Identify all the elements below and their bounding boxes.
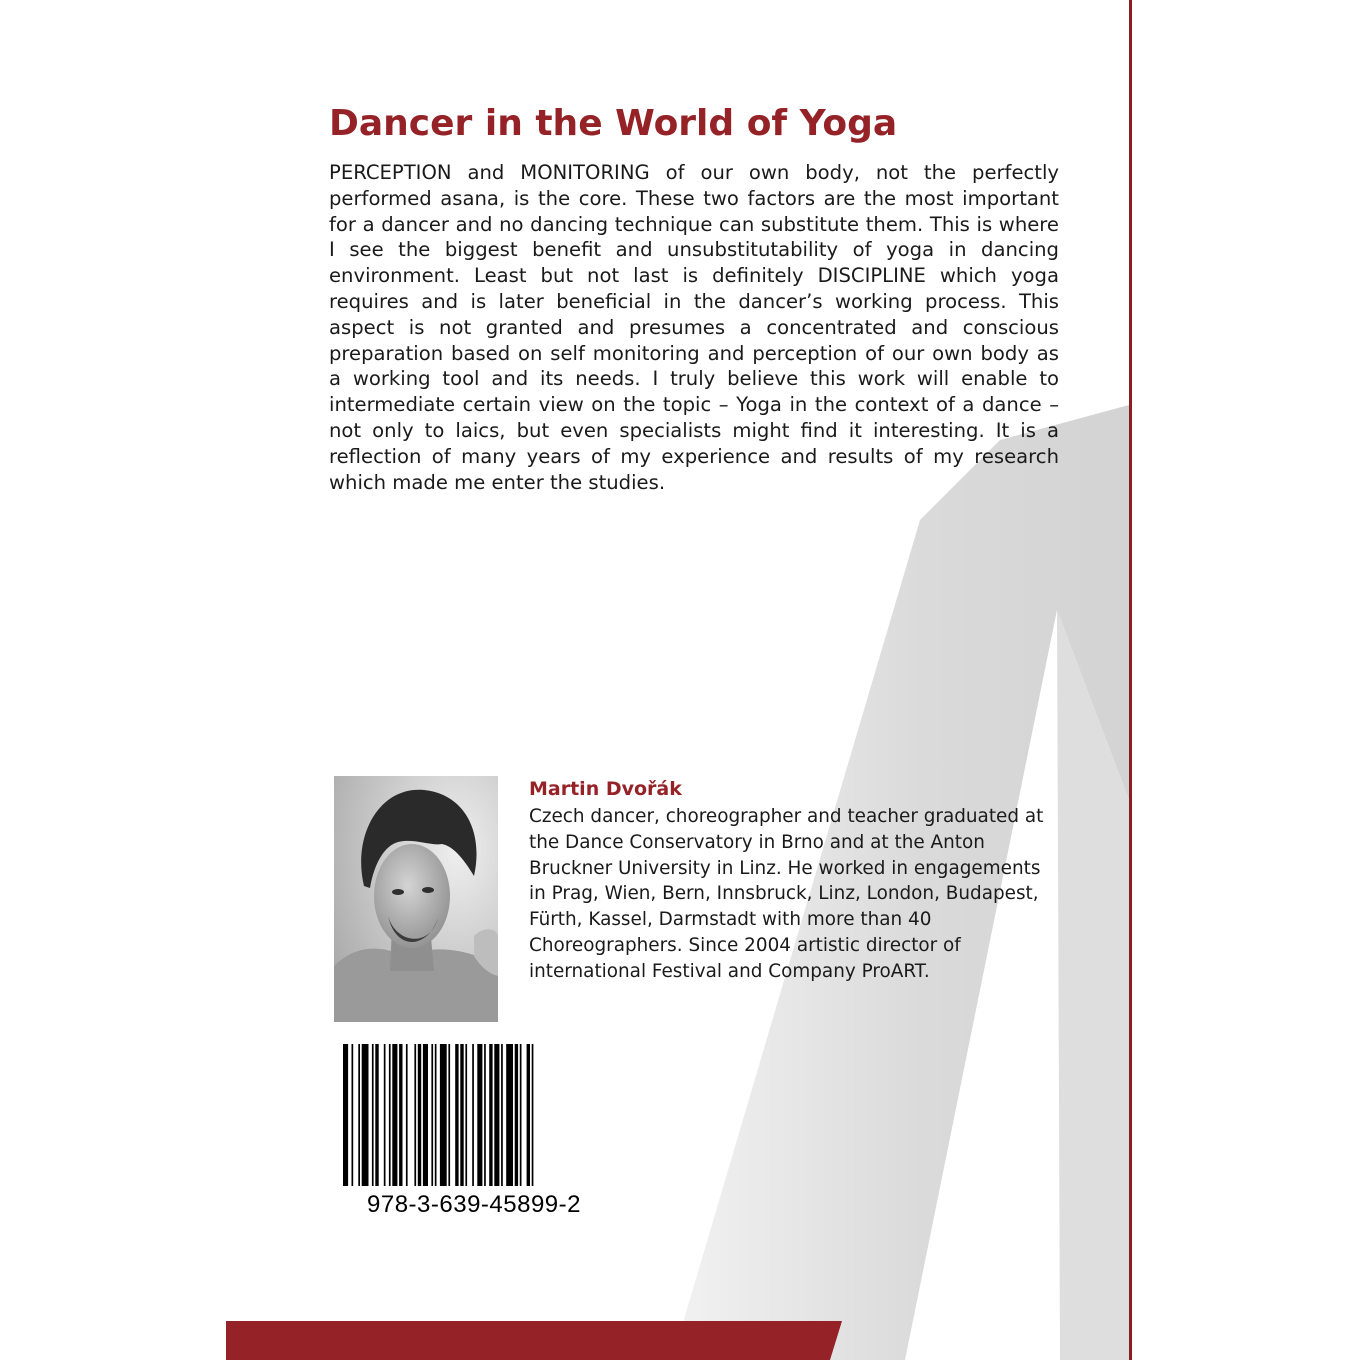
barcode-bar [372,1044,374,1186]
barcode-bar [527,1044,530,1186]
spine-edge-line [1129,0,1132,1360]
barcode-bar [460,1044,463,1186]
barcode-bar [384,1044,386,1186]
author-photo [334,776,498,1022]
barcode-bar [343,1044,348,1186]
barcode-bar [392,1044,397,1186]
barcode [341,1044,607,1186]
barcode-bar [389,1044,391,1186]
barcode-bar [406,1044,408,1186]
barcode-bar [472,1044,474,1186]
barcode-bar [418,1044,421,1186]
barcode-bar [431,1044,433,1186]
barcode-bar [501,1044,503,1186]
barcode-bar [489,1044,492,1186]
barcode-bar [414,1044,416,1186]
barcode-bar [358,1044,360,1186]
barcode-bar [423,1044,428,1186]
barcode-bar [494,1044,499,1186]
barcode-bar [465,1044,467,1186]
isbn-number: 978-3-639-45899-2 [367,1191,581,1218]
barcode-bar [477,1044,482,1186]
barcode-bar [435,1044,437,1186]
barcode-bar [455,1044,458,1186]
barcode-bar [362,1044,369,1186]
barcode-bar [506,1044,513,1186]
author-biography: Czech dancer, choreographer and teacher graduated at the Dance Conservatory in Brno and at the Anton Bruckner University in Linz. He worked in engagements in Prag, Wien, Bern, Innsbruck, Linz, London, Budapest, Fürth, Kassel, Darmstadt with more than 40 Choreographers. Since 2004 artistic director of international Festival and Company ProART. [529,806,1044,982]
barcode-bar [399,1044,402,1186]
book-description: PERCEPTION and MONITORING of our own body, not the perfectly performed asana, is the core. These two factors are the most important for a dancer and no dancing technique can substitute them. This is where I see the biggest benefit and unsubstitutability of yoga in dancing environment. Least but not last is definitely DISCIPLINE which yoga requires and is later beneficial in the dancer’s working process. This aspect is not granted and presumes a concentrated and conscious preparation based on self monitoring and perception of our own body as a working tool and its needs. I truly believe this work will enable to intermediate certain view on the topic – Yoga in the context of a dance – not only to laics, but even specialists might find it interesting. It is a reflection of many years of my experience and results of my research which made me enter the studies. [329,161,1059,494]
barcode-bar [375,1044,378,1186]
author-name: Martin Dvořák [529,778,682,800]
barcode-bar [448,1044,450,1186]
barcode-bar [515,1044,518,1186]
book-title: Dancer in the World of Yoga [329,103,898,144]
barcode-bar [352,1044,354,1186]
barcode-bar [484,1044,486,1186]
barcode-bar [440,1044,447,1186]
barcode-bar [520,1044,522,1186]
barcode-bar [532,1044,534,1186]
